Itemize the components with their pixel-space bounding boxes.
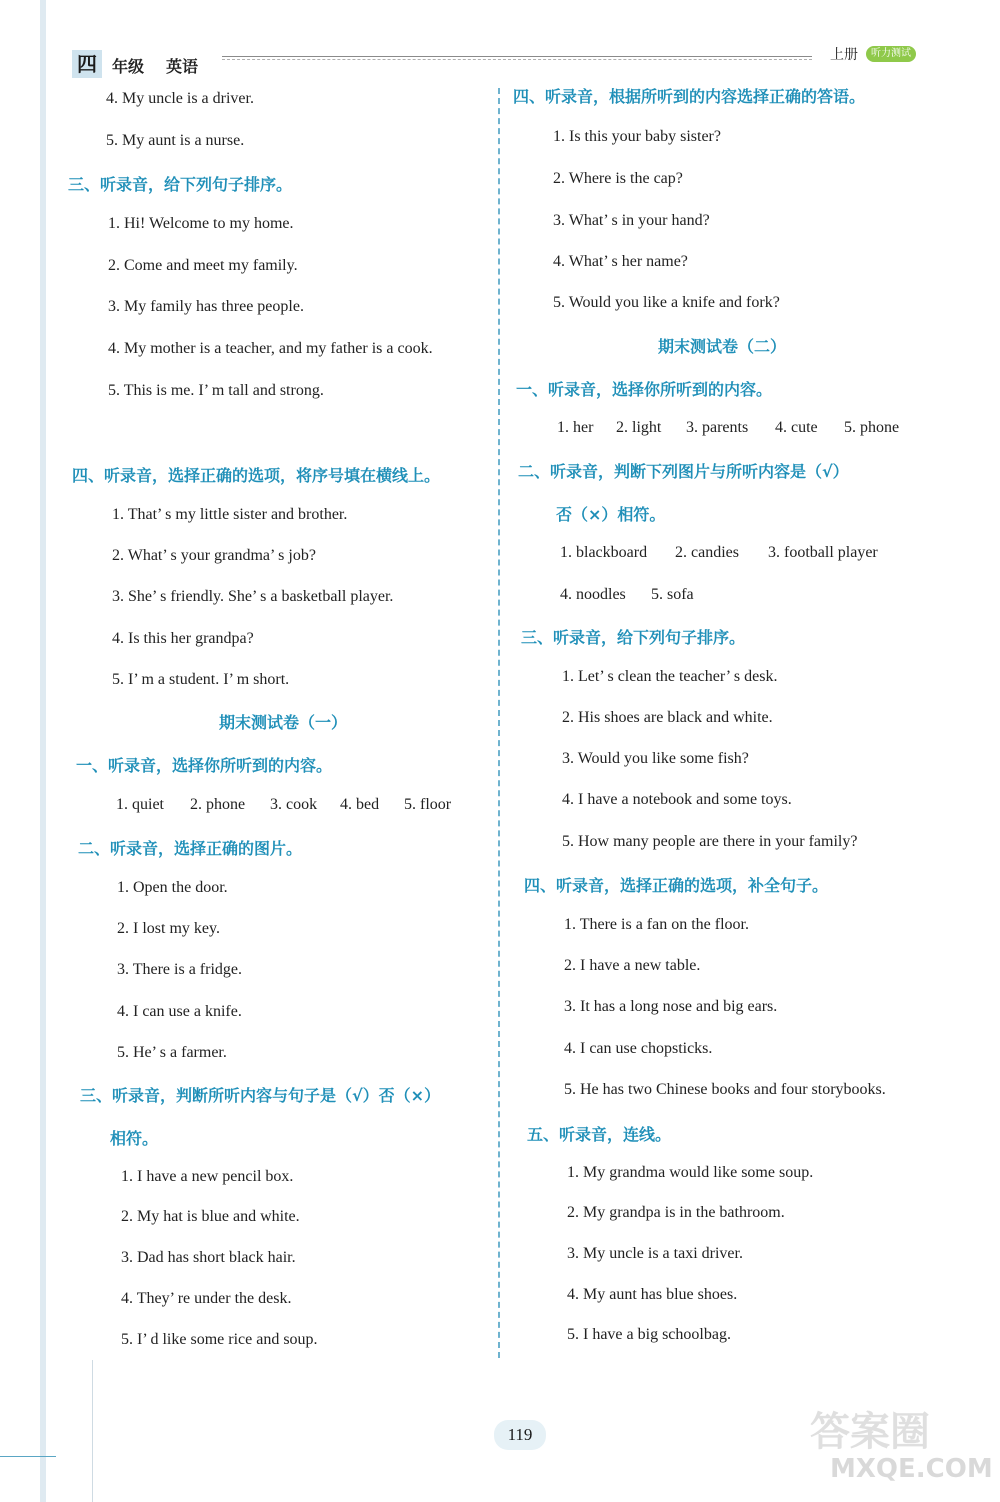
option-item: 5. sofa [651, 586, 694, 603]
list-item: 1. My grandma would like some soup. [567, 1164, 814, 1181]
section-title: 三、听录音，给下列句子排序。 [68, 175, 293, 194]
list-item: 3. Dad has short black hair. [121, 1249, 296, 1266]
list-item: 5. I’ m a student. I’ m short. [112, 671, 290, 688]
series-badge: 听力测试 [866, 46, 916, 62]
list-item: 4. I can use a knife. [117, 1003, 242, 1020]
grade-label: 年级 [112, 57, 145, 76]
option-item: 2. phone [190, 796, 246, 813]
list-item: 2. Come and meet my family. [108, 257, 298, 274]
list-item: 5. This is me. I’ m tall and strong. [108, 382, 324, 399]
section-title: 四、听录音，根据所听到的内容选择正确的答语。 [513, 87, 866, 106]
page-edge-line [92, 1360, 93, 1502]
option-item: 5. floor [404, 796, 452, 813]
list-item: 2. My grandpa is in the bathroom. [567, 1204, 785, 1221]
list-item: 2. I lost my key. [117, 920, 220, 937]
option-item: 2. candies [675, 544, 739, 561]
list-item: 4. My mother is a teacher, and my father is a cook. [108, 340, 433, 357]
watermark-logo: 答案圈 [810, 1409, 930, 1455]
section-title: 四、听录音，选择正确的选项，补全句子。 [524, 876, 829, 895]
list-item: 2. His shoes are black and white. [562, 709, 773, 726]
list-item: 2. Where is the cap? [553, 170, 683, 187]
list-item: 3. She’ s friendly. She’ s a basketball player. [112, 588, 394, 605]
list-item: 4. Is this her grandpa? [112, 630, 254, 647]
footer-rule [0, 1456, 56, 1457]
volume-label: 上册 [830, 47, 858, 63]
option-item: 2. light [616, 419, 662, 436]
option-item: 1. blackboard [560, 544, 648, 561]
list-item: 5. He has two Chinese books and four storybooks. [564, 1081, 886, 1098]
section-title: 四、听录音，选择正确的选项，将序号填在横线上。 [72, 466, 441, 485]
list-item: 1. Open the door. [117, 879, 228, 896]
section-title: 一、听录音，选择你所听到的内容。 [76, 756, 333, 775]
list-item: 1. There is a fan on the floor. [564, 916, 749, 933]
section-title: 二、听录音，判断下列图片与所听内容是（√） [518, 462, 849, 481]
list-item: 1. Is this your baby sister? [553, 128, 721, 145]
list-item: 2. My hat is blue and white. [121, 1208, 300, 1225]
list-item: 4. I have a notebook and some toys. [562, 791, 792, 808]
list-item: 1. I have a new pencil box. [121, 1168, 294, 1185]
list-item: 4. What’ s her name? [553, 253, 688, 270]
option-item: 1. her [557, 419, 594, 436]
option-item: 1. quiet [116, 796, 164, 813]
list-item: 2. What’ s your grandma’ s job? [112, 547, 316, 564]
option-item: 3. football player [768, 544, 878, 561]
option-item: 3. cook [270, 796, 318, 813]
header-rule-dashed [222, 59, 812, 60]
option-item: 4. bed [340, 796, 380, 813]
list-item: 4. They’ re under the desk. [121, 1290, 292, 1307]
list-item: 3. My family has three people. [108, 298, 304, 315]
list-item: 1. Hi! Welcome to my home. [108, 215, 294, 232]
page-number: 119 [494, 1420, 546, 1450]
list-item: 3. My uncle is a taxi driver. [567, 1245, 743, 1262]
list-item: 5. My aunt is a nurse. [106, 132, 245, 149]
column-divider [498, 88, 500, 1358]
page-edge-band [40, 0, 46, 1502]
list-item: 5. I’ d like some rice and soup. [121, 1331, 318, 1348]
exam-title: 期末测试卷（一） [218, 713, 347, 732]
exam-title: 期末测试卷（二） [657, 337, 786, 356]
header-rule [222, 56, 812, 57]
list-item: 4. My uncle is a driver. [106, 90, 254, 107]
list-item: 1. That’ s my little sister and brother. [112, 506, 348, 523]
grade-number: 四 [72, 50, 102, 78]
list-item: 3. There is a fridge. [117, 961, 242, 978]
section-title: 一、听录音，选择你所听到的内容。 [516, 380, 773, 399]
list-item: 3. Would you like some fish? [562, 750, 749, 767]
section-title-cont: 否（×）相符。 [556, 505, 666, 524]
list-item: 5. Would you like a knife and fork? [553, 294, 780, 311]
section-title-cont: 相符。 [110, 1129, 159, 1148]
option-item: 4. noodles [560, 586, 626, 603]
list-item: 2. I have a new table. [564, 957, 701, 974]
section-title: 五、听录音，连线。 [527, 1125, 672, 1144]
option-item: 3. parents [686, 419, 749, 436]
section-title: 三、听录音，给下列句子排序。 [521, 628, 746, 647]
option-item: 5. phone [844, 419, 900, 436]
section-title: 二、听录音，选择正确的图片。 [78, 839, 303, 858]
list-item: 5. I have a big schoolbag. [567, 1326, 731, 1343]
list-item: 3. What’ s in your hand? [553, 212, 710, 229]
list-item: 5. He’ s a farmer. [117, 1044, 227, 1061]
option-item: 4. cute [775, 419, 818, 436]
list-item: 5. How many people are there in your family? [562, 833, 858, 850]
list-item: 3. It has a long nose and big ears. [564, 998, 778, 1015]
list-item: 4. I can use chopsticks. [564, 1040, 713, 1057]
subject-label: 英语 [166, 57, 199, 76]
list-item: 4. My aunt has blue shoes. [567, 1286, 738, 1303]
section-title: 三、听录音，判断所听内容与句子是（√）否（×） [80, 1086, 441, 1105]
watermark-url: MXQE.COM [830, 1454, 993, 1484]
list-item: 1. Let’ s clean the teacher’ s desk. [562, 668, 778, 685]
